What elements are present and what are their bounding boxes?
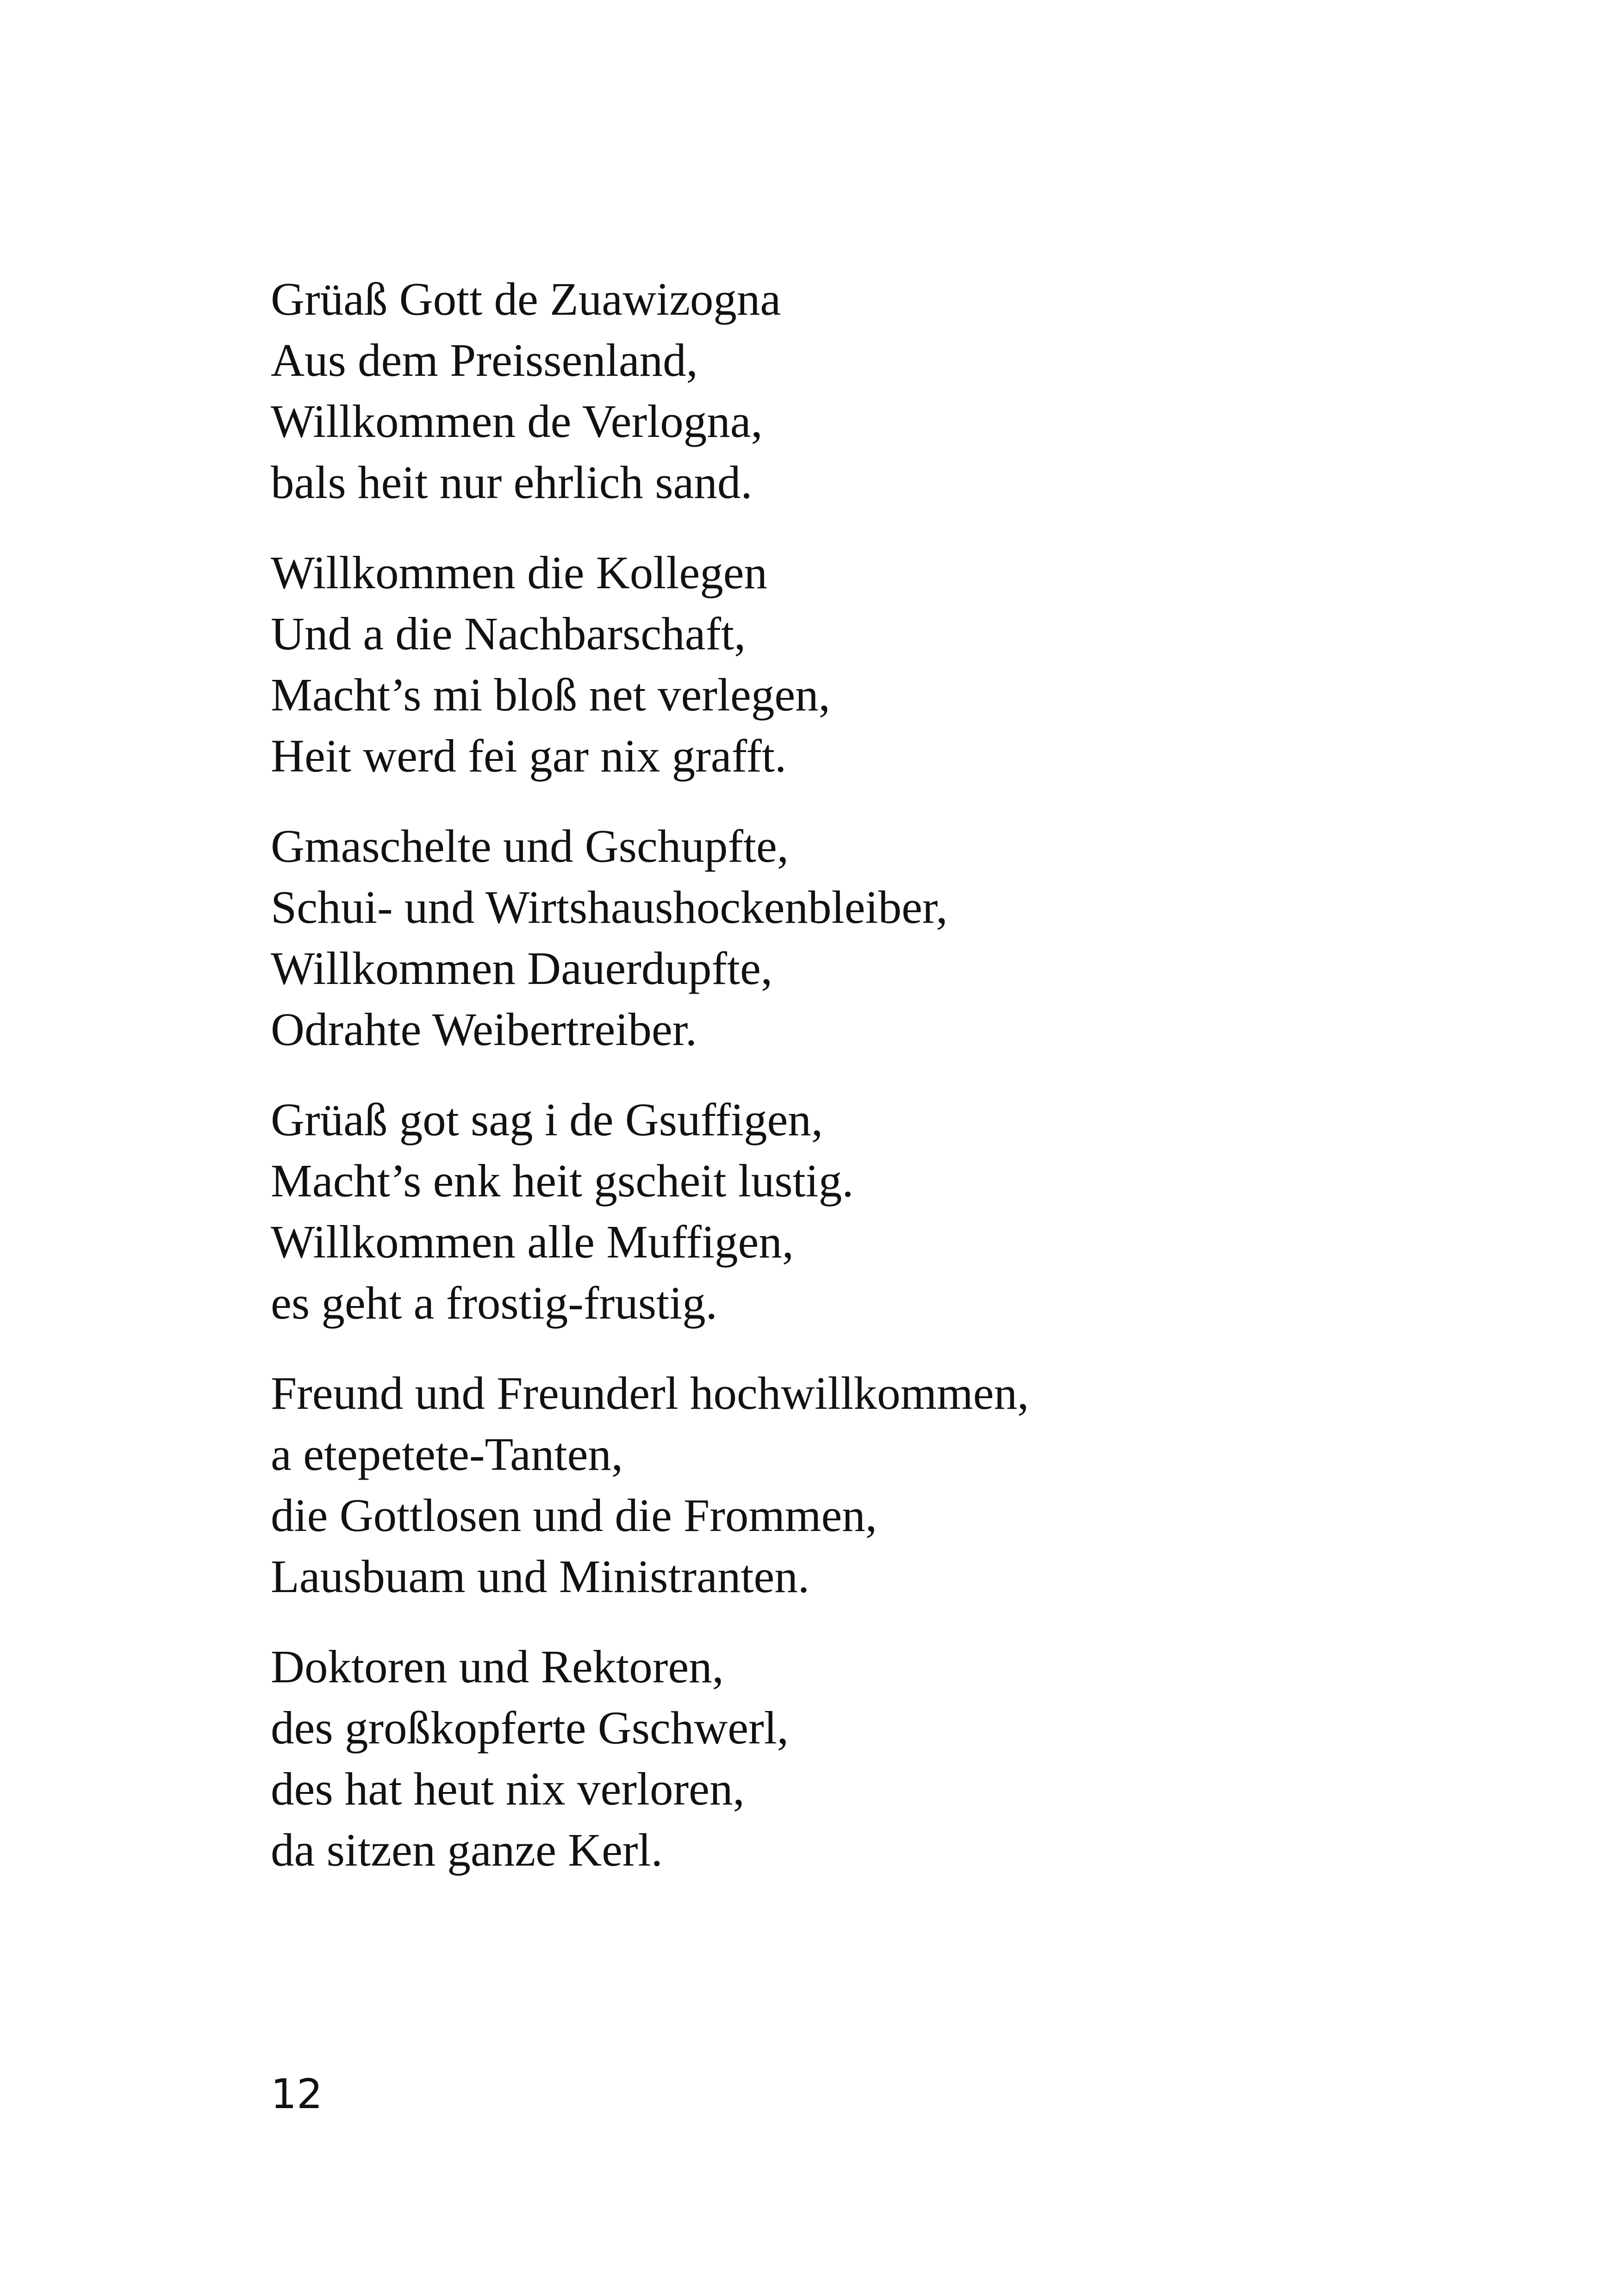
poem-line: da sitzen ganze Kerl. xyxy=(271,1824,663,1876)
poem-line: bals heit nur ehrlich sand. xyxy=(271,456,753,508)
stanza-3 xyxy=(271,815,1520,1060)
stanza-4 xyxy=(271,1089,1520,1333)
poem-line: des hat heut nix verloren, xyxy=(271,1763,745,1815)
poem-line: Willkommen Dauerdupfte, xyxy=(271,942,773,994)
poem-line: Willkommen de Verlogna, xyxy=(271,395,763,447)
poem-line: Gmaschelte und Gschupfte, xyxy=(271,820,789,872)
stanza-6 xyxy=(271,1636,1520,1880)
poem-line: Lausbuam und Ministranten. xyxy=(271,1550,810,1602)
poem-line: Odrahte Weibertreiber. xyxy=(271,1003,697,1055)
poem-line: Macht’s mi bloß net verlegen, xyxy=(271,669,830,721)
poem-line: Grüaß Gott de Zuawizogna xyxy=(271,273,781,325)
poem-line: Willkommen die Kollegen xyxy=(271,547,768,598)
poem-line: Willkommen alle Muffigen, xyxy=(271,1216,794,1268)
stanza-2 xyxy=(271,542,1520,786)
stanza-1 xyxy=(271,268,1520,513)
poem-line: Grüaß got sag i de Gsuffigen, xyxy=(271,1094,823,1145)
poem-line: Und a die Nachbarschaft, xyxy=(271,608,746,660)
poem-line: es geht a frostig-frustig. xyxy=(271,1277,717,1329)
poem-line: Freund und Freunderl hochwillkommen, xyxy=(271,1367,1029,1419)
poem-line: Schui- und Wirtshaushockenbleiber, xyxy=(271,881,948,933)
poem-line: a etepetete-Tanten, xyxy=(271,1428,623,1480)
poem-line: Doktoren und Rektoren, xyxy=(271,1641,724,1692)
poem-line: Macht’s enk heit gscheit lustig. xyxy=(271,1155,854,1207)
poem-line: Aus dem Preissenland, xyxy=(271,334,698,386)
poem-line: Heit werd fei gar nix grafft. xyxy=(271,730,787,782)
page-number: 12 xyxy=(271,2070,323,2118)
poem-line: die Gottlosen und die Frommen, xyxy=(271,1489,877,1541)
poem xyxy=(271,268,1520,1910)
stanza-5 xyxy=(271,1363,1520,1607)
poem-line: des großkopferte Gschwerl, xyxy=(271,1702,789,1754)
